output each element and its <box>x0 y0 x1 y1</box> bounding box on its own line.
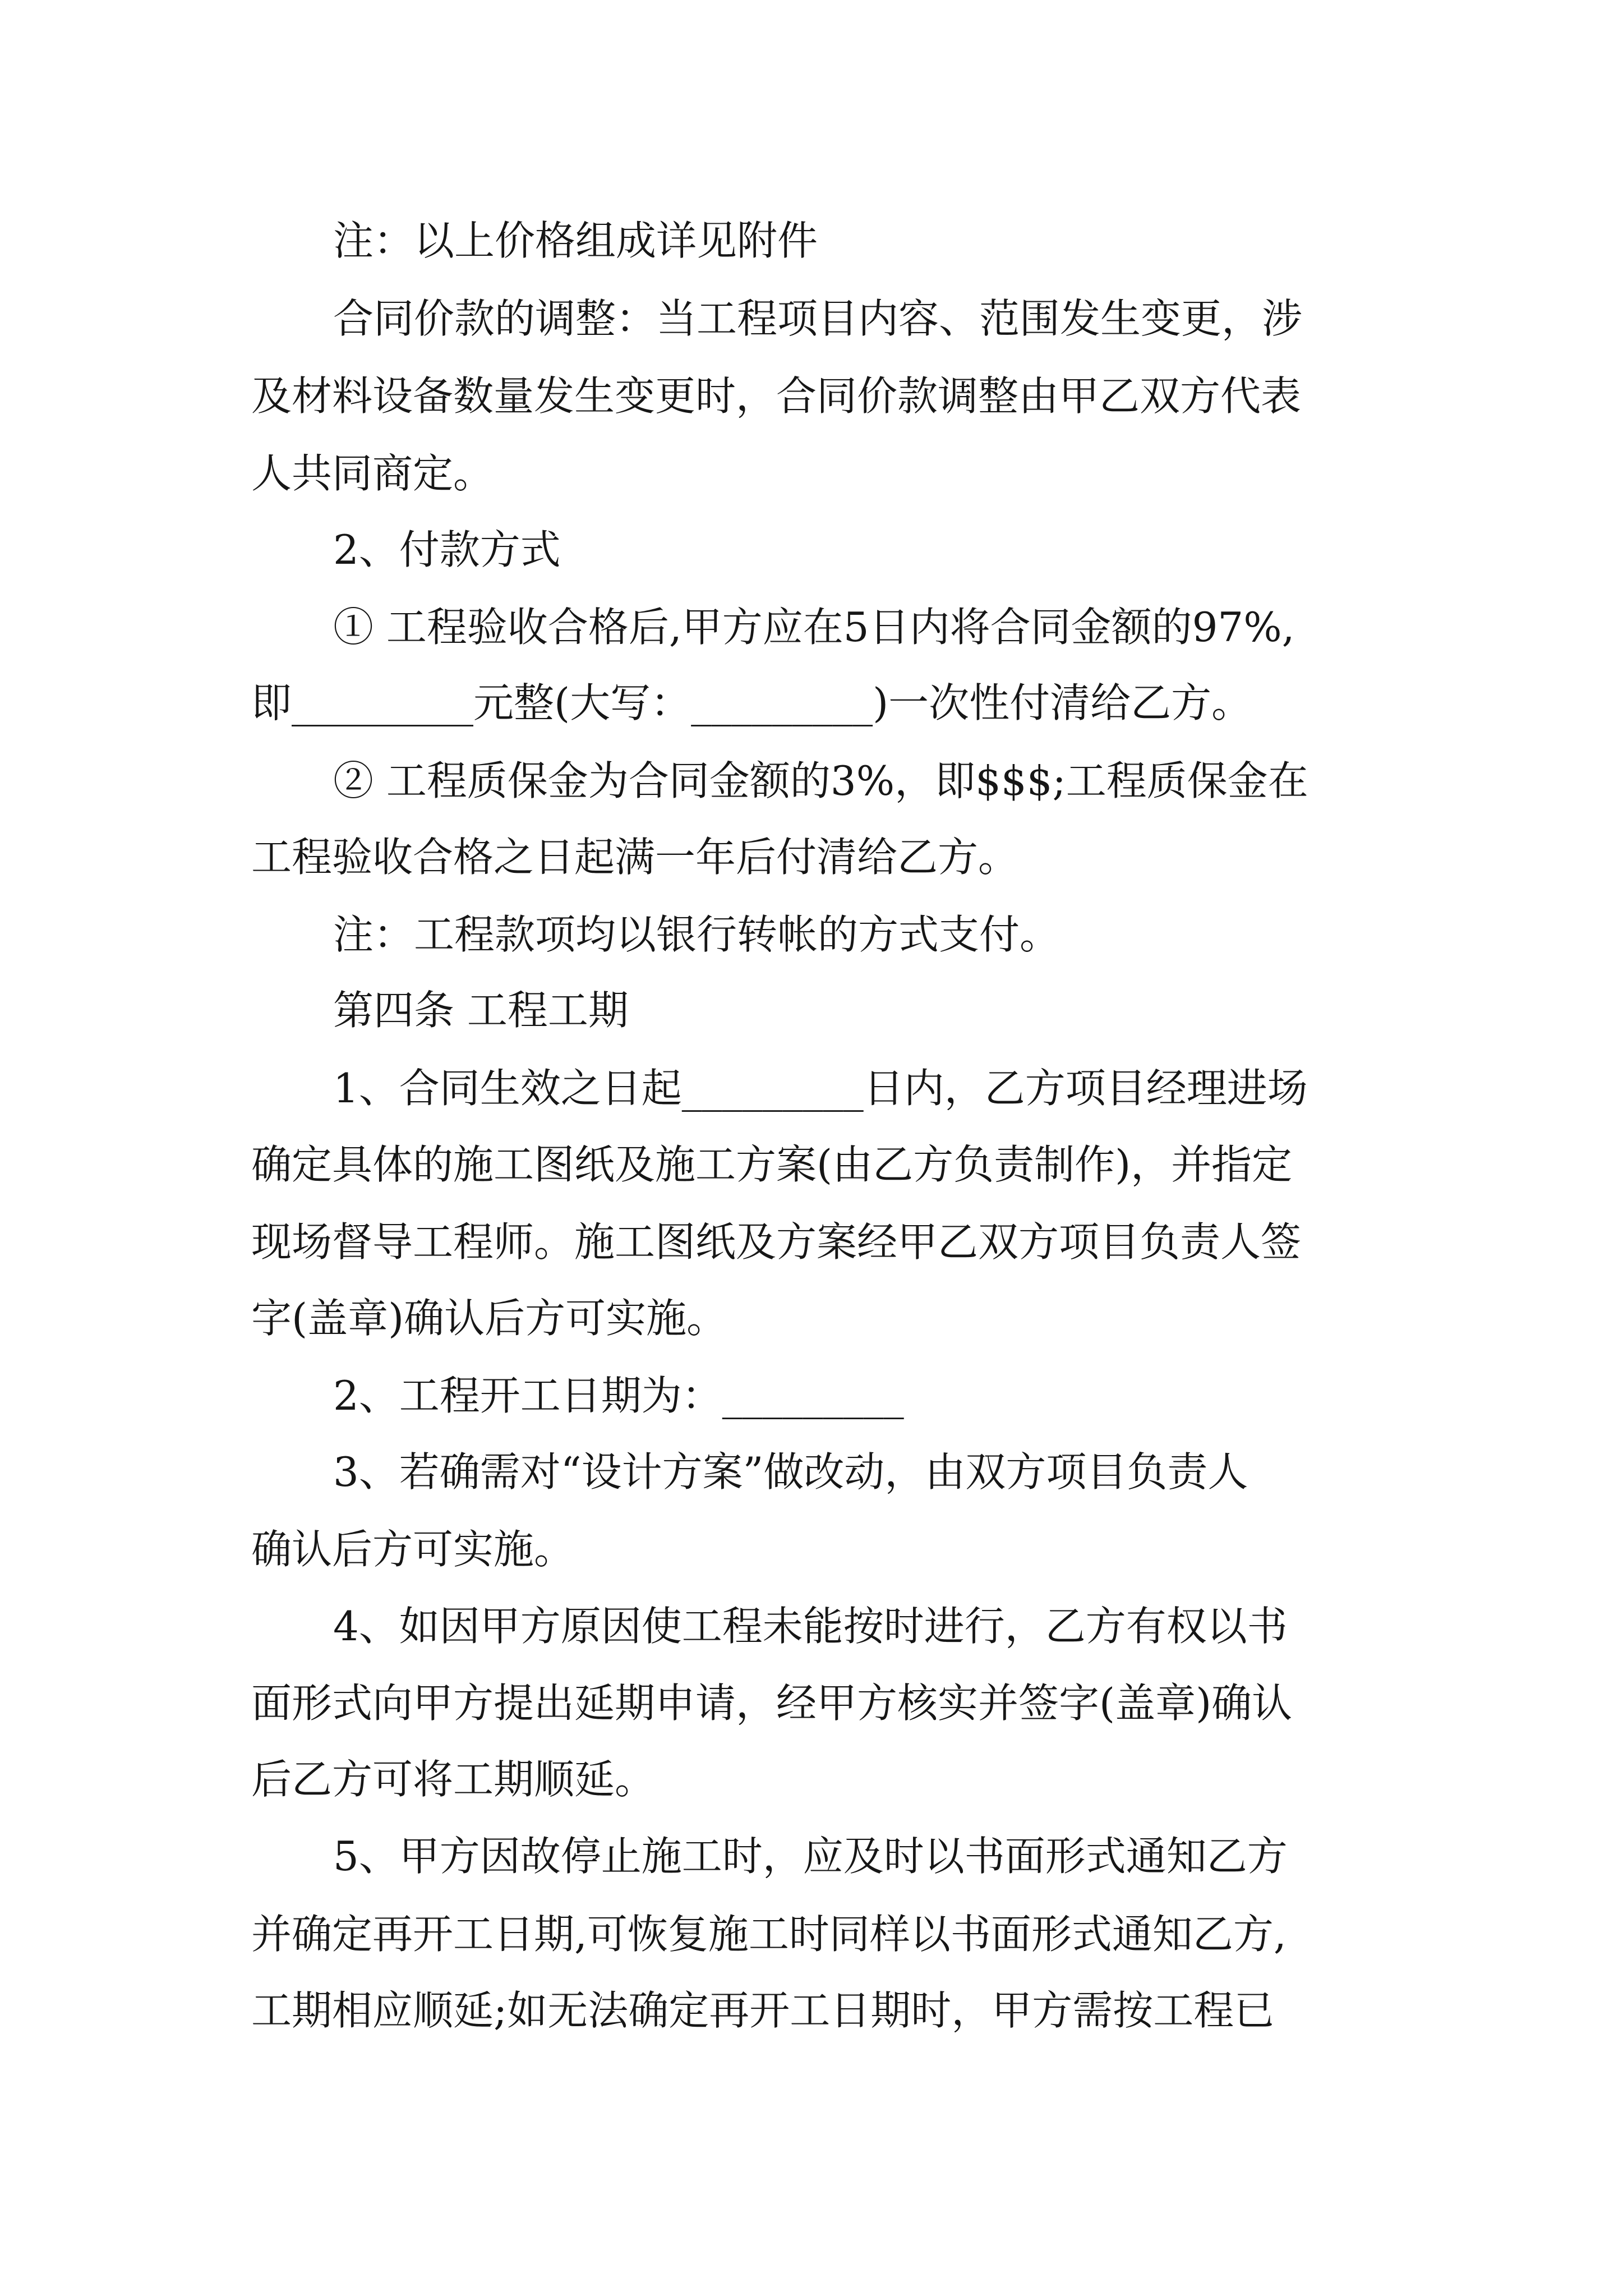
text-line: 3、若确需对“设计方案”做改动，由双方项目负责人 <box>333 1448 1248 1496</box>
text-line: 并确定再开工日期,可恢复施工时同样以书面形式通知乙方, <box>251 1911 1287 1958</box>
text-line: 第四条 工程工期 <box>333 987 629 1034</box>
text-line: 人共同商定。 <box>251 450 494 497</box>
text-line: 2、工程开工日期为：_________ <box>333 1372 904 1419</box>
text-line: 面形式向甲方提出延期申请，经甲方核实并签字(盖章)确认 <box>251 1680 1293 1727</box>
text-line: 1、合同生效之日起_________日内，乙方项目经理进场 <box>333 1065 1308 1112</box>
text-line: 5、甲方因故停止施工时，应及时以书面形式通知乙方 <box>333 1833 1288 1880</box>
text-line: 字(盖章)确认后方可实施。 <box>251 1295 727 1342</box>
text-line: 注：工程款项均以银行转帐的方式支付。 <box>333 911 1061 958</box>
text-line: 确认后方可实施。 <box>251 1526 575 1573</box>
text-line: 2、付款方式 <box>333 526 561 573</box>
text-line: 工程验收合格之日起满一年后付清给乙方。 <box>251 834 1019 881</box>
text-line: 及材料设备数量发生变更时，合同价款调整由甲乙双方代表 <box>251 372 1302 420</box>
text-line: 确定具体的施工图纸及施工方案(由乙方负责制作)，并指定 <box>251 1141 1293 1188</box>
text-line: ① 工程验收合格后,甲方应在5日内将合同金额的97%, <box>333 604 1295 651</box>
text-line: 工期相应顺延;如无法确定再开工日期时，甲方需按工程已 <box>251 1987 1275 2034</box>
text-line: ② 工程质保金为合同金额的3%，即$$$;工程质保金在 <box>333 757 1308 804</box>
text-line: 注：以上价格组成详见附件 <box>333 217 818 264</box>
text-line: 后乙方可将工期顺延。 <box>251 1756 656 1803</box>
text-line: 即_________元整(大写：_________)一次性付清给乙方。 <box>251 679 1252 726</box>
text-line: 现场督导工程师。施工图纸及方案经甲乙双方项目负责人签 <box>251 1218 1302 1266</box>
text-line: 4、如因甲方原因使工程未能按时进行，乙方有权以书 <box>333 1603 1288 1650</box>
text-line: 合同价款的调整：当工程项目内容、范围发生变更，涉 <box>333 295 1303 342</box>
